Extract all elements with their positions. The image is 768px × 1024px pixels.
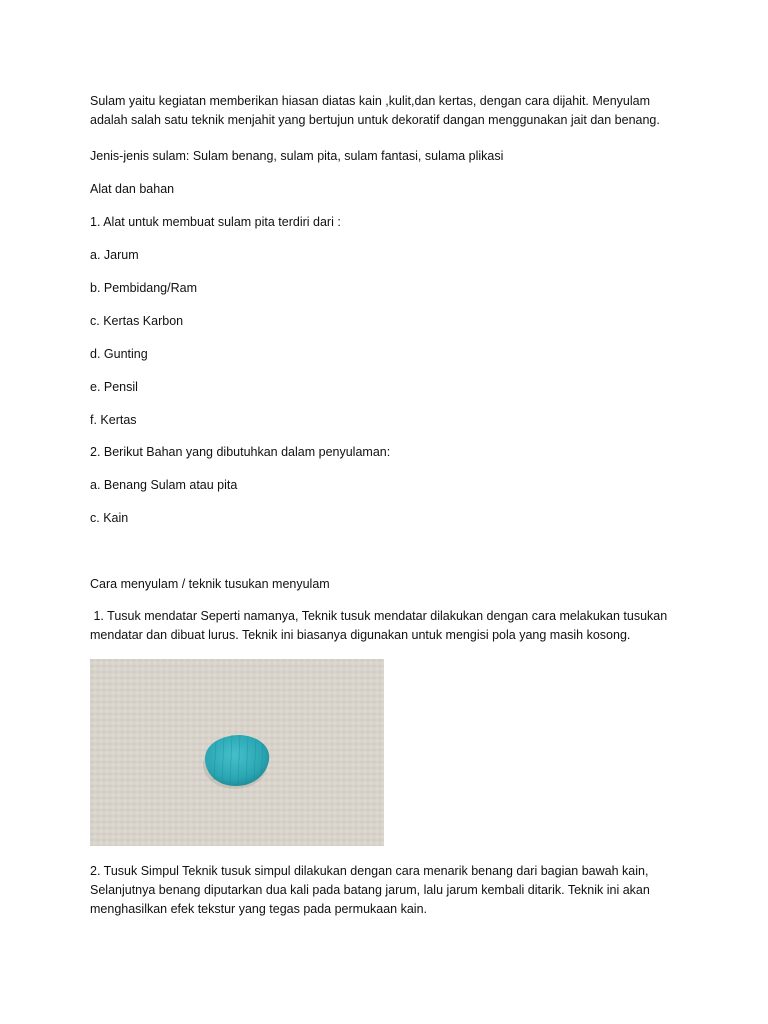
material-item-kain: c. Kain: [90, 511, 129, 525]
tool-item-kertas: f. Kertas: [90, 413, 137, 427]
material-item-benang: a. Benang Sulam atau pita: [90, 478, 238, 492]
satin-stitch-photo: [90, 659, 384, 846]
technique-knot-stitch: 2. Tusuk Simpul Teknik tusuk simpul dilakukan dengan cara menarik benang dari bagian bawah kain, Selanjutnya benang diputarkan dua kali pada batang jarum, lalu jarum kembali ditarik. Teknik ini akan menghasilkan efek tekstur yang tegas pada permukaan kain.: [90, 864, 650, 916]
intro-paragraph: Sulam yaitu kegiatan memberikan hiasan diatas kain ,kulit,dan kertas, dengan cara dijahit. Menyulam adalah salah satu teknik menjahit yang bertujun untuk dekoratif dangan menggunakan jait dan benang.: [90, 94, 660, 127]
materials-list-title: 2. Berikut Bahan yang dibutuhkan dalam penyulaman:: [90, 445, 391, 459]
types-paragraph: Jenis-jenis sulam: Sulam benang, sulam pita, sulam fantasi, sulama plikasi: [90, 149, 504, 163]
technique-heading: Cara menyulam / teknik tusukan menyulam: [90, 577, 330, 591]
tool-item-jarum: a. Jarum: [90, 248, 139, 262]
tool-item-gunting: d. Gunting: [90, 347, 148, 361]
tool-item-kertas-karbon: c. Kertas Karbon: [90, 314, 184, 328]
tool-item-pensil: e. Pensil: [90, 380, 138, 394]
technique-satin-stitch: 1. Tusuk mendatar Seperti namanya, Teknik tusuk mendatar dilakukan dengan cara melakukan tusukan mendatar dan dibuat lurus. Teknik ini biasanya digunakan untuk mengisi pola yang masih kosong.: [90, 609, 671, 642]
tool-item-pembidang: b. Pembidang/Ram: [90, 281, 198, 295]
tools-heading: Alat dan bahan: [90, 182, 175, 196]
tools-list-title: 1. Alat untuk membuat sulam pita terdiri dari :: [90, 215, 341, 229]
